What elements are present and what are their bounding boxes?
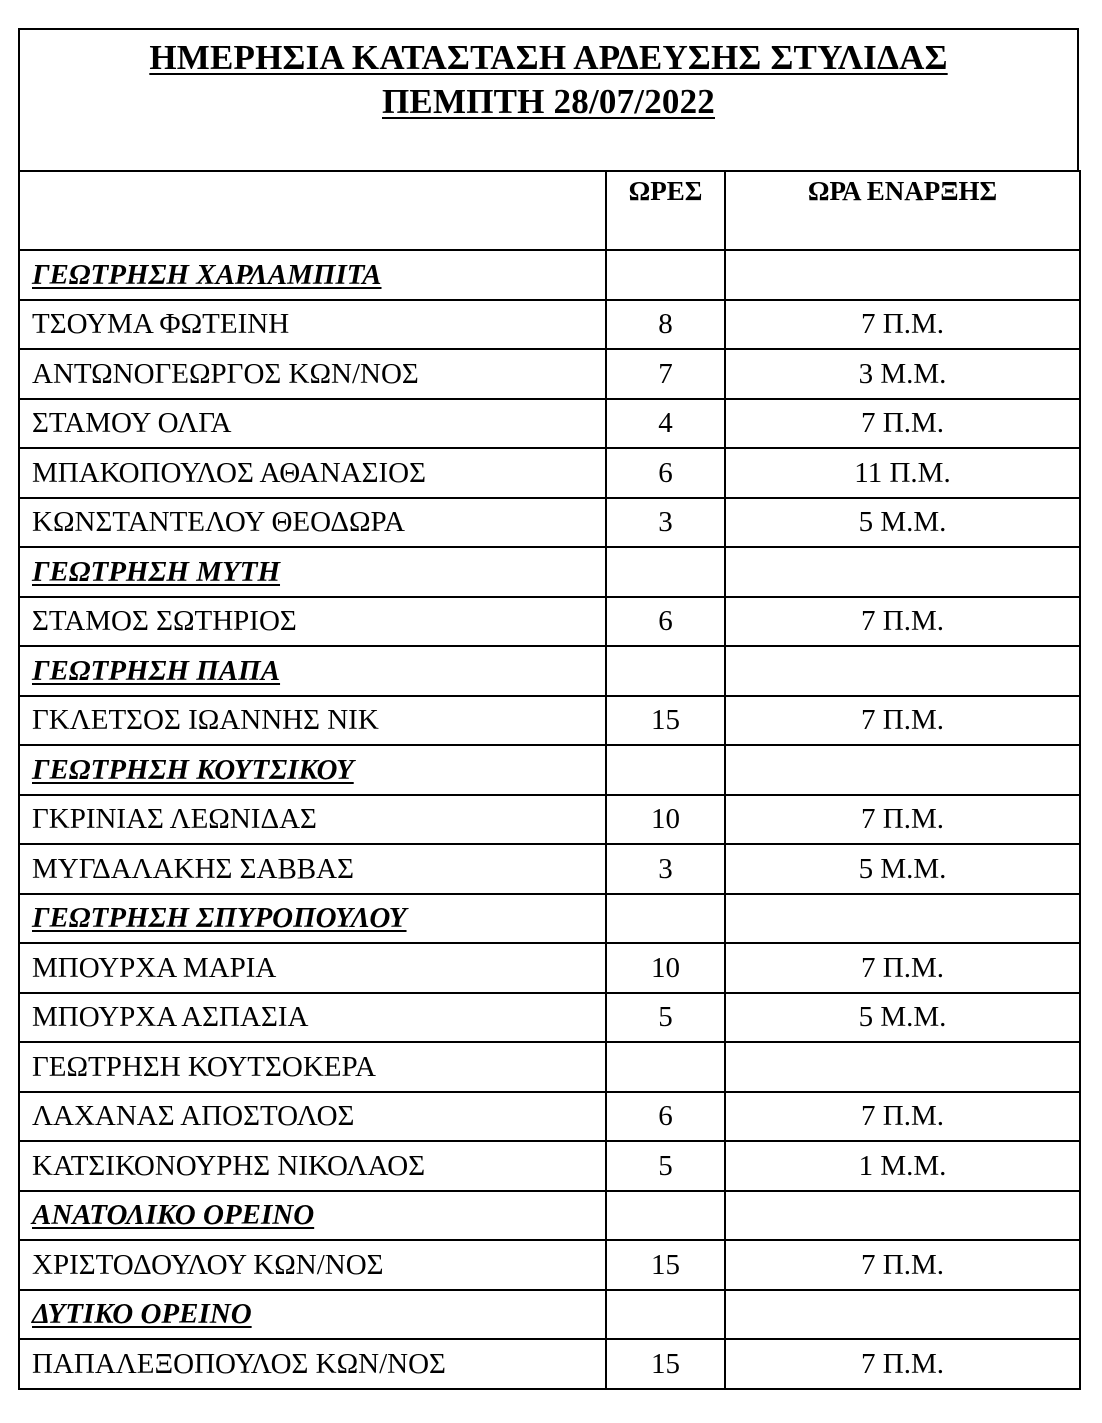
cell-name: ΜΥΓΔΑΛΑΚΗΣ ΣΑΒΒΑΣ (19, 844, 606, 894)
cell-name: ΛΑΧΑΝΑΣ ΑΠΟΣΤΟΛΟΣ (19, 1092, 606, 1142)
cell-name: ΑΝΑΤΟΛΙΚΟ ΟΡΕΙΝΟ (19, 1191, 606, 1241)
table-header-row (19, 171, 1080, 250)
section-row (19, 745, 1080, 795)
cell-name: ΜΠΑΚΟΠΟΥΛΟΣ ΑΘΑΝΑΣΙΟΣ (19, 448, 606, 498)
cell-hours: 5 (606, 1141, 725, 1191)
cell-start-time (725, 1290, 1080, 1340)
cell-start-time: 5 Μ.Μ. (725, 993, 1080, 1043)
cell-name: ΓΕΩΤΡΗΣΗ ΣΠΥΡΟΠΟΥΛΟΥ (19, 894, 606, 944)
cell-start-time (725, 1042, 1080, 1092)
section-row (19, 1290, 1080, 1340)
cell-name: ΠΑΠΑΛΕΞΟΠΟΥΛΟΣ ΚΩΝ/ΝΟΣ (19, 1339, 606, 1389)
table-row (19, 993, 1080, 1043)
table-row (19, 448, 1080, 498)
cell-start-time: 7 Π.Μ. (725, 795, 1080, 845)
cell-hours: 7 (606, 349, 725, 399)
cell-start-time (725, 894, 1080, 944)
section-row (19, 646, 1080, 696)
cell-name: ΓΕΩΤΡΗΣΗ ΧΑΡΛΑΜΠΙΤΑ (19, 250, 606, 300)
header-start-time: ΩΡΑ ΕΝΑΡΞΗΣ (725, 171, 1080, 250)
cell-hours (606, 1290, 725, 1340)
table-row (19, 1240, 1080, 1290)
cell-name: ΧΡΙΣΤΟΔΟΥΛΟΥ ΚΩΝ/ΝΟΣ (19, 1240, 606, 1290)
cell-start-time: 11 Π.Μ. (725, 448, 1080, 498)
cell-hours: 10 (606, 943, 725, 993)
table-row (19, 943, 1080, 993)
irrigation-schedule-document (18, 28, 1079, 1390)
cell-start-time: 7 Π.Μ. (725, 399, 1080, 449)
cell-hours: 3 (606, 844, 725, 894)
table-row (19, 1339, 1080, 1389)
cell-start-time: 1 Μ.Μ. (725, 1141, 1080, 1191)
cell-name: ΓΕΩΤΡΗΣΗ ΚΟΥΤΣΟΚΕΡΑ (19, 1042, 606, 1092)
section-row (19, 894, 1080, 944)
cell-hours (606, 894, 725, 944)
cell-start-time: 7 Π.Μ. (725, 1339, 1080, 1389)
cell-name: ΚΑΤΣΙΚΟΝΟΥΡΗΣ ΝΙΚΟΛΑΟΣ (19, 1141, 606, 1191)
cell-name: ΓΕΩΤΡΗΣΗ ΠΑΠΑ (19, 646, 606, 696)
cell-name: ΓΚΡΙΝΙΑΣ ΛΕΩΝΙΔΑΣ (19, 795, 606, 845)
cell-hours (606, 745, 725, 795)
table-row (19, 795, 1080, 845)
cell-name: ΣΤΑΜΟΥ ΟΛΓΑ (19, 399, 606, 449)
table-body (19, 250, 1080, 1389)
cell-hours (606, 1042, 725, 1092)
schedule-table (18, 170, 1081, 1390)
cell-start-time (725, 646, 1080, 696)
table-row (19, 349, 1080, 399)
cell-start-time: 7 Π.Μ. (725, 1240, 1080, 1290)
cell-hours: 4 (606, 399, 725, 449)
cell-name: ΓΚΛΕΤΣΟΣ ΙΩΑΝΝΗΣ ΝΙΚ (19, 696, 606, 746)
cell-hours (606, 547, 725, 597)
table-row (19, 1042, 1080, 1092)
document-date: ΠΕΜΠΤΗ 28/07/2022 (382, 82, 715, 121)
cell-start-time: 7 Π.Μ. (725, 300, 1080, 350)
section-row (19, 250, 1080, 300)
cell-name: ΓΕΩΤΡΗΣΗ ΚΟΥΤΣΙΚΟΥ (19, 745, 606, 795)
title-box (18, 28, 1079, 172)
cell-start-time (725, 250, 1080, 300)
table-row (19, 300, 1080, 350)
cell-start-time (725, 547, 1080, 597)
table-row (19, 696, 1080, 746)
cell-name: ΓΕΩΤΡΗΣΗ ΜΥΤΗ (19, 547, 606, 597)
header-name (19, 171, 606, 250)
cell-name: ΑΝΤΩΝΟΓΕΩΡΓΟΣ ΚΩΝ/ΝΟΣ (19, 349, 606, 399)
cell-hours (606, 250, 725, 300)
cell-start-time: 3 Μ.Μ. (725, 349, 1080, 399)
cell-start-time: 5 Μ.Μ. (725, 844, 1080, 894)
section-row (19, 547, 1080, 597)
cell-hours: 15 (606, 1339, 725, 1389)
cell-hours: 3 (606, 498, 725, 548)
cell-name: ΜΠΟΥΡΧΑ ΑΣΠΑΣΙΑ (19, 993, 606, 1043)
cell-start-time (725, 1191, 1080, 1241)
cell-hours: 6 (606, 448, 725, 498)
cell-start-time: 7 Π.Μ. (725, 1092, 1080, 1142)
cell-hours: 6 (606, 1092, 725, 1142)
cell-name: ΤΣΟΥΜΑ ΦΩΤΕΙΝΗ (19, 300, 606, 350)
cell-hours: 8 (606, 300, 725, 350)
cell-name: ΣΤΑΜΟΣ ΣΩΤΗΡΙΟΣ (19, 597, 606, 647)
cell-name: ΔΥΤΙΚΟ ΟΡΕΙΝΟ (19, 1290, 606, 1340)
cell-hours: 6 (606, 597, 725, 647)
section-row (19, 1191, 1080, 1241)
table-row (19, 498, 1080, 548)
document-title: ΗΜΕΡΗΣΙΑ ΚΑΤΑΣΤΑΣΗ ΑΡΔΕΥΣΗΣ ΣΤΥΛΙΔΑΣ (149, 38, 948, 77)
cell-hours: 5 (606, 993, 725, 1043)
cell-name: ΚΩΝΣΤΑΝΤΕΛΟΥ ΘΕΟΔΩΡΑ (19, 498, 606, 548)
cell-hours: 15 (606, 696, 725, 746)
cell-start-time (725, 745, 1080, 795)
cell-hours (606, 1191, 725, 1241)
header-hours: ΩΡΕΣ (606, 171, 725, 250)
table-row (19, 597, 1080, 647)
cell-hours (606, 646, 725, 696)
table-row (19, 844, 1080, 894)
cell-start-time: 7 Π.Μ. (725, 597, 1080, 647)
cell-start-time: 7 Π.Μ. (725, 696, 1080, 746)
cell-start-time: 7 Π.Μ. (725, 943, 1080, 993)
table-row (19, 1141, 1080, 1191)
cell-start-time: 5 Μ.Μ. (725, 498, 1080, 548)
table-row (19, 1092, 1080, 1142)
table-row (19, 399, 1080, 449)
cell-name: ΜΠΟΥΡΧΑ ΜΑΡΙΑ (19, 943, 606, 993)
cell-hours: 10 (606, 795, 725, 845)
cell-hours: 15 (606, 1240, 725, 1290)
